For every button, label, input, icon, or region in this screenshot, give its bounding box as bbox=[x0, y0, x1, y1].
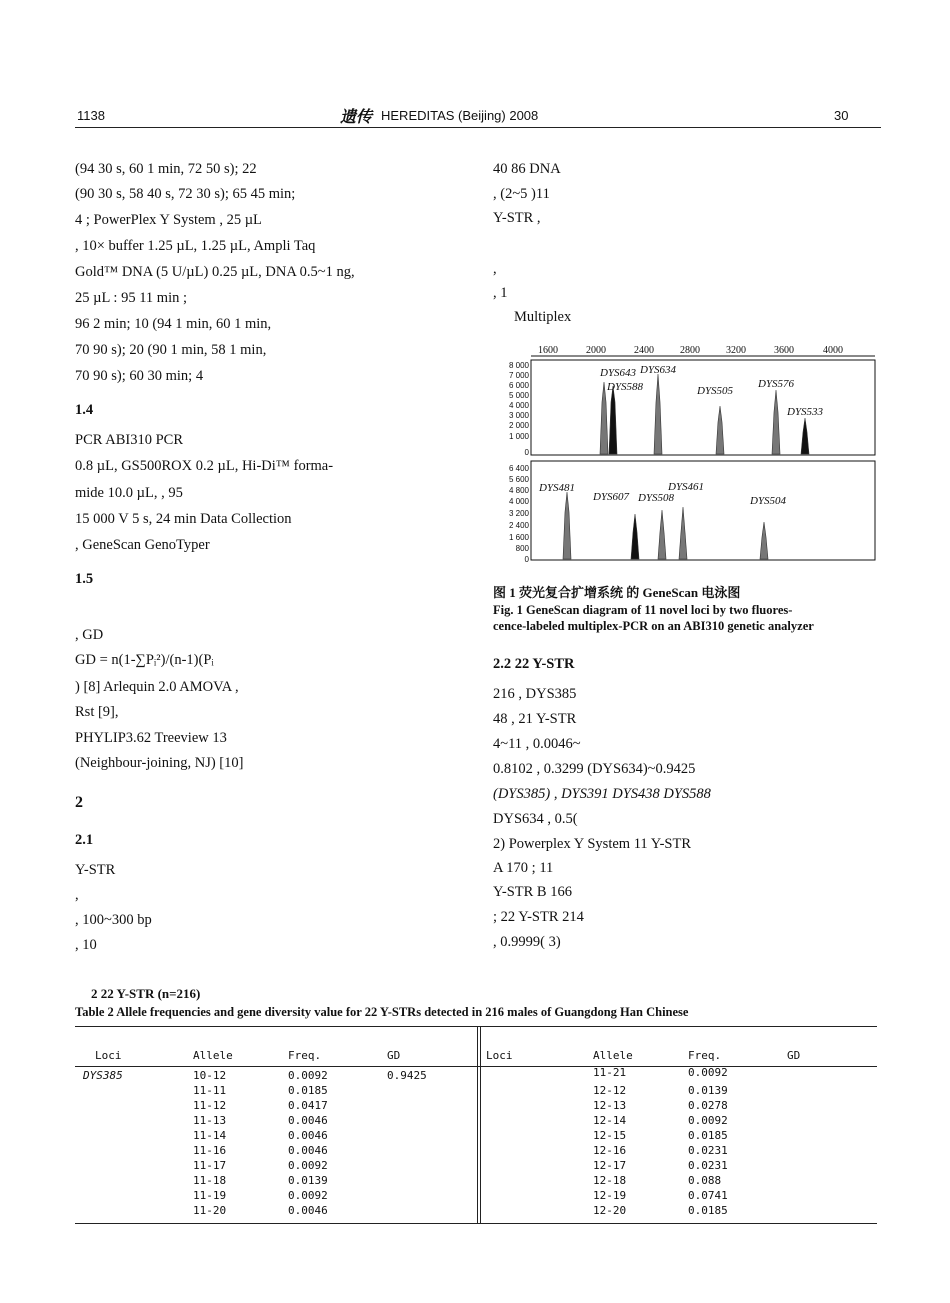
table-header: Freq. bbox=[288, 1049, 322, 1062]
text-line: , (2~5 )11 bbox=[493, 186, 550, 202]
page-number: 1138 bbox=[77, 108, 105, 123]
text-line: 4 ; PowerPlex Y System , 25 µL bbox=[75, 212, 262, 228]
text-line: , 1 bbox=[493, 285, 508, 301]
text-line: (90 30 s, 58 40 s, 72 30 s); 65 45 min; bbox=[75, 186, 296, 202]
text-line: Y-STR bbox=[75, 862, 116, 878]
volume-number: 30 bbox=[834, 108, 849, 123]
y-tick: 0 bbox=[524, 555, 529, 564]
figure-caption-en: Fig. 1 GeneScan diagram of 11 novel loci by two fluores- bbox=[493, 603, 793, 617]
text-line: 40 86 DNA bbox=[493, 161, 561, 177]
y-tick: 6 400 bbox=[508, 464, 529, 473]
text-line: ; 22 Y-STR 214 bbox=[493, 909, 584, 925]
table-bottom-rule bbox=[75, 1223, 877, 1224]
y-tick: 3 200 bbox=[508, 509, 529, 518]
text-line: , 10× buffer 1.25 µL, 1.25 µL, Ampli Taq bbox=[75, 238, 316, 254]
x-tick: 2400 bbox=[634, 345, 654, 356]
x-tick: 4000 bbox=[823, 345, 843, 356]
text-line: (DYS385) , DYS391 DYS438 DYS588 bbox=[493, 786, 711, 802]
locus-label: DYS505 bbox=[697, 385, 734, 397]
text-line: A 170 ; 11 bbox=[493, 860, 554, 876]
y-tick: 4 800 bbox=[508, 486, 529, 495]
text-line: ) [8] Arlequin 2.0 AMOVA , bbox=[75, 679, 239, 695]
y-tick: 5 000 bbox=[508, 391, 529, 400]
section-heading: 1.5 bbox=[75, 571, 94, 587]
y-tick: 5 600 bbox=[508, 475, 529, 484]
y-tick: 0 bbox=[524, 448, 529, 457]
journal-logo: 遗传 bbox=[340, 109, 373, 126]
text-line: 70 90 s); 20 (90 1 min, 58 1 min, bbox=[75, 342, 267, 358]
y-tick: 4 000 bbox=[508, 497, 529, 506]
y-tick: 800 bbox=[515, 544, 529, 553]
text-line: 96 2 min; 10 (94 1 min, 60 1 min, bbox=[75, 316, 272, 332]
text-line: , GeneScan GenoTyper bbox=[75, 537, 210, 553]
table-header: Allele bbox=[593, 1049, 633, 1062]
text-line: 216 , DYS385 bbox=[493, 686, 577, 702]
locus-label: DYS588 bbox=[607, 381, 644, 393]
table-header: Loci bbox=[95, 1049, 122, 1062]
text-line: , bbox=[493, 261, 497, 277]
y-tick: 7 000 bbox=[508, 371, 529, 380]
section-heading: 2.1 bbox=[75, 832, 94, 848]
text-line: , bbox=[75, 887, 79, 903]
text-line: Y-STR B 166 bbox=[493, 884, 572, 900]
x-tick: 3600 bbox=[774, 345, 794, 356]
table-header: Allele bbox=[193, 1049, 233, 1062]
text-line: 4~11 , 0.0046~ bbox=[493, 736, 581, 752]
text-line: , 10 bbox=[75, 937, 97, 953]
y-tick: 8 000 bbox=[508, 361, 529, 370]
text-line: , GD bbox=[75, 627, 104, 643]
text-line: Gold™ DNA (5 U/µL) 0.25 µL, DNA 0.5~1 ng, bbox=[75, 264, 355, 280]
text-line: , 100~300 bp bbox=[75, 912, 152, 928]
x-tick: 3200 bbox=[726, 345, 746, 356]
genescan-figure bbox=[493, 342, 881, 568]
text-line: PHYLIP3.62 Treeview 13 bbox=[75, 730, 227, 746]
text-line: 2) Powerplex Y System 11 Y-STR bbox=[493, 836, 692, 852]
text-line: , 0.9999( 3) bbox=[493, 934, 561, 950]
locus-label: DYS643 bbox=[600, 367, 637, 379]
section-heading: 1.4 bbox=[75, 402, 94, 418]
text-line: 0.8 µL, GS500ROX 0.2 µL, Hi-Di™ forma- bbox=[75, 458, 334, 474]
section-heading: 2.2 22 Y-STR bbox=[493, 656, 575, 672]
y-tick: 1 000 bbox=[508, 432, 529, 441]
locus-label: DYS634 bbox=[640, 364, 677, 376]
table-header: Loci bbox=[486, 1049, 513, 1062]
text-line: Y-STR , bbox=[493, 210, 541, 226]
gd-value: 0.9425 bbox=[387, 1069, 427, 1082]
table-header: Freq. bbox=[688, 1049, 722, 1062]
text-line: 25 µL : 95 11 min ; bbox=[75, 290, 187, 306]
table-divider bbox=[477, 1026, 478, 1224]
y-tick: 2 000 bbox=[508, 421, 529, 430]
locus-label: DYS461 bbox=[668, 481, 705, 493]
table-title-cn: 2 22 Y-STR (n=216) bbox=[91, 986, 201, 1001]
text-line: DYS634 , 0.5( bbox=[493, 811, 578, 827]
text-line: PCR ABI310 PCR bbox=[75, 432, 183, 448]
locus-label: DYS607 bbox=[593, 491, 630, 503]
x-tick: 1600 bbox=[538, 345, 558, 356]
section-heading: 2 bbox=[75, 794, 83, 811]
journal-name: HEREDITAS (Beijing) 2008 bbox=[381, 108, 539, 123]
text-line: 48 , 21 Y-STR bbox=[493, 711, 577, 727]
y-tick: 2 400 bbox=[508, 521, 529, 530]
locus-label: DYS504 bbox=[750, 495, 787, 507]
locus-label: DYS576 bbox=[758, 378, 795, 390]
text-line: (Neighbour-joining, NJ) [10] bbox=[75, 755, 244, 771]
figure-caption-cn: 图 1 荧光复合扩增系统 的 GeneScan 电泳图 bbox=[493, 585, 741, 600]
text-line: (94 30 s, 60 1 min, 72 50 s); 22 bbox=[75, 161, 257, 177]
locus-label: DYS508 bbox=[638, 492, 675, 504]
table-header: GD bbox=[387, 1049, 401, 1062]
formula-line: GD = n(1-∑Pᵢ²)/(n-1)(Pᵢ bbox=[75, 652, 214, 668]
table-header-rule bbox=[75, 1066, 877, 1067]
text-line: 70 90 s); 60 30 min; 4 bbox=[75, 368, 204, 384]
header-rule bbox=[75, 127, 881, 128]
locus-label: DYS533 bbox=[787, 406, 824, 418]
text-line: Multiplex bbox=[514, 309, 572, 325]
table-title-en: Table 2 Allele frequencies and gene diversity value for 22 Y-STRs detected in 216 males of Guangdong Han Chinese bbox=[75, 1005, 689, 1019]
text-line: Rst [9], bbox=[75, 704, 119, 720]
y-tick: 1 600 bbox=[508, 533, 529, 542]
y-tick: 4 000 bbox=[508, 401, 529, 410]
locus-label: DYS481 bbox=[539, 482, 576, 494]
x-tick: 2000 bbox=[586, 345, 606, 356]
x-tick: 2800 bbox=[680, 345, 700, 356]
locus-name: DYS385 bbox=[83, 1069, 123, 1082]
text-line: 15 000 V 5 s, 24 min Data Collection bbox=[75, 511, 292, 527]
text-line: mide 10.0 µL, , 95 bbox=[75, 485, 183, 501]
y-tick: 6 000 bbox=[508, 381, 529, 390]
y-tick: 3 000 bbox=[508, 411, 529, 420]
table-header: GD bbox=[787, 1049, 801, 1062]
table-divider bbox=[480, 1026, 481, 1224]
figure-caption-en: cence-labeled multiplex-PCR on an ABI310 genetic analyzer bbox=[493, 619, 814, 633]
text-line: 0.8102 , 0.3299 (DYS634)~0.9425 bbox=[493, 761, 696, 777]
table-top-rule bbox=[75, 1026, 877, 1027]
